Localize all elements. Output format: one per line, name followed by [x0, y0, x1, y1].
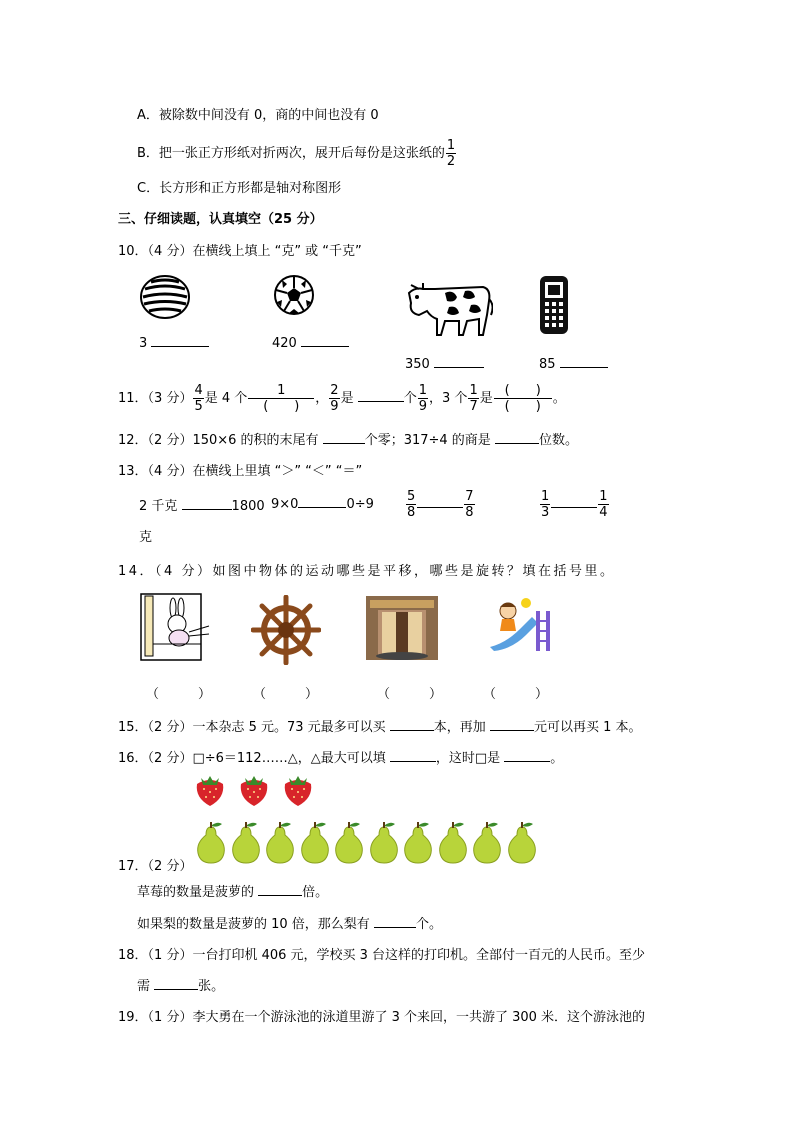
- strawberry-icon: [281, 772, 315, 808]
- q13-compare-4: $\frac{1}{3}$ $\frac{1}{4}$: [541, 489, 608, 520]
- q12-blank-1[interactable]: [323, 431, 365, 444]
- q10-blank-2[interactable]: [301, 334, 349, 347]
- q15-blank-1[interactable]: [390, 718, 434, 731]
- q17-blank-2[interactable]: [374, 915, 416, 928]
- pear-icon: [332, 821, 366, 865]
- q13-blank-2[interactable]: [298, 495, 346, 508]
- strawberry-icon: [193, 772, 227, 808]
- q10-item-3: 350: [405, 355, 484, 372]
- q16-blank-1[interactable]: [390, 749, 436, 762]
- q11-blank-fraction-3[interactable]: $\frac{( )}{( )}$: [494, 384, 552, 413]
- q14-bracket-3[interactable]: （ ）: [377, 687, 443, 702]
- q13-unit-gram: 克: [139, 530, 153, 545]
- q19-line1: 19．（1 分）李大勇在一个游泳池的泳道里游了 3 个来回，一共游了 300 米．这个游泳池的: [118, 1010, 646, 1025]
- q11: 11．（3 分） $\frac{4}{5}$ 是 4 个 $\frac{1}{( )}$ ， $\frac{2}{9}$ 是 个 $\frac{1}{9}$ ，3 个 $\frac{1}{7}$ 是 $\frac{( )}{( )}$ 。: [118, 383, 566, 414]
- q14-bracket-4[interactable]: （ ）: [483, 687, 549, 702]
- q17-label: 17．（2 分）: [118, 859, 193, 874]
- q13-compare-2: 9×0 0÷9: [271, 497, 374, 512]
- q17-blank-1[interactable]: [258, 883, 302, 896]
- section-title: 三、仔细读题，认真填空（25 分）: [118, 212, 323, 227]
- watermelon-icon: [139, 273, 191, 321]
- q14-bracket-1[interactable]: （ ）: [146, 687, 212, 702]
- q10-item-2: 420: [272, 334, 349, 351]
- slide-child-icon: [486, 597, 554, 653]
- q14-bracket-2[interactable]: （ ）: [253, 687, 319, 702]
- q12-blank-2[interactable]: [495, 431, 539, 444]
- q10-label: 10．（4 分）在横线上填上 “克” 或 “千克”: [118, 244, 362, 259]
- q15: 15．（2 分）一本杂志 5 元。73 元最多可以买 本，再加 元可以再买 1 本。: [118, 720, 642, 735]
- q15-blank-2[interactable]: [490, 718, 534, 731]
- pear-icon: [470, 821, 504, 865]
- strawberry-icon: [237, 772, 271, 808]
- pear-icon: [367, 821, 401, 865]
- q13-blank-4[interactable]: [551, 495, 597, 508]
- option-a: A．被除数中间没有 0，商的中间也没有 0: [137, 108, 379, 123]
- q13-compare-3: $\frac{5}{8}$ $\frac{7}{8}$: [407, 489, 474, 520]
- q10-blank-4[interactable]: [560, 355, 608, 368]
- q18-line1: 18．（1 分）一台打印机 406 元，学校买 3 台这样的打印机。全部付一百元的人民币。至少: [118, 948, 646, 963]
- q11-blank-2[interactable]: [358, 389, 404, 402]
- cow-icon: [405, 275, 493, 339]
- ship-wheel-icon: [251, 595, 321, 665]
- pear-icon: [401, 821, 435, 865]
- q10-blank-1[interactable]: [151, 334, 209, 347]
- option-b-text: B．把一张正方形纸对折两次，展开后每份是这张纸的: [137, 146, 445, 161]
- q16: 16．（2 分）□÷6＝112……△，△最大可以填 ，这时□是 。: [118, 751, 564, 766]
- q13-label: 13．（4 分）在横线上里填 “＞” “＜” “＝”: [118, 464, 363, 479]
- q13-compare-1: 2 千克 1800: [139, 499, 265, 514]
- pear-icon: [194, 821, 228, 865]
- q18-line2: 需 张。: [137, 979, 225, 994]
- q18-blank[interactable]: [154, 977, 198, 990]
- q10-item-1: 3: [139, 334, 209, 351]
- q13-blank-1[interactable]: [182, 497, 232, 510]
- pear-icon: [298, 821, 332, 865]
- q10-item-4: 85: [539, 355, 608, 372]
- q17-line2: 如果梨的数量是菠萝的 10 倍，那么梨有 个。: [137, 917, 442, 932]
- option-c: C．长方形和正方形都是轴对称图形: [137, 181, 342, 196]
- q17-line1: 草莓的数量是菠萝的 倍。: [137, 885, 329, 900]
- soccer-ball-icon: [273, 274, 315, 316]
- phone-icon: [537, 274, 571, 336]
- revolving-door-icon: [364, 594, 440, 662]
- q14-label: 14．（4 分）如图中物体的运动哪些是平移，哪些是旋转？填在括号里。: [118, 564, 616, 579]
- q13-blank-3[interactable]: [417, 495, 463, 508]
- q12: 12．（2 分）150×6 的积的末尾有 个零；317÷4 的商是 位数。: [118, 433, 578, 448]
- pear-icon: [505, 821, 539, 865]
- rabbit-window-icon: [139, 592, 211, 662]
- pear-icon: [263, 821, 297, 865]
- q16-blank-2[interactable]: [504, 749, 550, 762]
- pear-icon: [436, 821, 470, 865]
- fraction-one-half: $\frac{1}{2}$: [446, 138, 456, 169]
- q11-blank-fraction-1[interactable]: $\frac{1}{( )}$: [248, 384, 314, 413]
- option-b: [137, 139, 457, 168]
- pear-icon: [229, 821, 263, 865]
- q10-blank-3[interactable]: [434, 355, 484, 368]
